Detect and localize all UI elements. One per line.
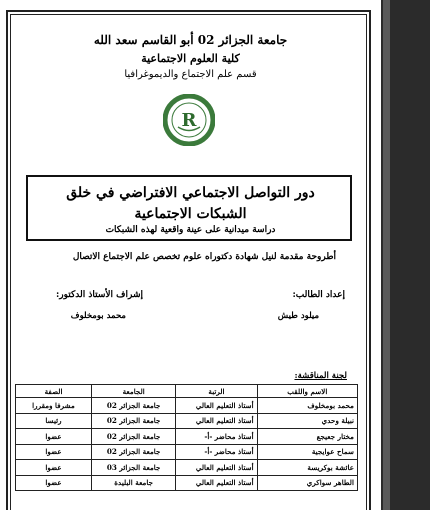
jury-name: الطاهر سواكري: [257, 475, 357, 491]
col-header-role: الصفة: [16, 385, 92, 398]
table-row: [16, 475, 358, 491]
university-name: جامعة الجزائر 02 أبو القاسم سعد الله: [93, 33, 288, 47]
jury-rank: أستاذ التعليم العالي: [176, 475, 257, 491]
jury-university: جامعة الجزائر 02: [92, 413, 176, 429]
student-label: إعداد الطالب:: [292, 290, 345, 300]
jury-role: رئيسا: [16, 413, 92, 429]
jury-university: جامعة الجزائر 02: [92, 444, 176, 460]
jury-rank: أستاذ التعليم العالي: [176, 398, 257, 414]
jury-name: عائشة بوكريسة: [257, 460, 357, 476]
table-row: [16, 429, 358, 445]
table-row: [16, 398, 358, 414]
thesis-statement: أطروحة مقدمة لنيل شهادة دكتوراه علوم تخصص علم الاجتماع الاتصال: [72, 252, 336, 262]
table-row: [16, 413, 358, 429]
jury-name: سماح عوايجية: [257, 444, 357, 460]
student-name: ميلود طيش: [277, 311, 319, 321]
jury-university: جامعة الجزائر 02: [92, 398, 176, 414]
jury-role: عضوا: [16, 460, 92, 476]
thesis-subtitle: دراسة ميدانية على عينة واقعية لهذه الشبكات: [105, 225, 276, 235]
jury-rank: أستاذ التعليم العالي: [176, 413, 257, 429]
jury-table: [15, 384, 358, 491]
thesis-title-line1: دور التواصل الاجتماعي الافتراضي في خلق: [66, 185, 315, 201]
jury-label: لجنة المناقشة:: [294, 371, 347, 381]
jury-university: جامعة البليدة: [92, 475, 176, 491]
table-row: [16, 444, 358, 460]
jury-header-row: [16, 385, 358, 398]
supervisor-label: إشراف الأستاذ الدكتور:: [55, 290, 143, 300]
jury-rank: أستاذ التعليم العالي: [176, 460, 257, 476]
jury-university: جامعة الجزائر 03: [92, 460, 176, 476]
seal-letter: R: [181, 110, 197, 131]
jury-role: عضوا: [16, 475, 92, 491]
col-header-university: الجامعة: [92, 385, 176, 398]
department-name: قسم علم الاجتماع والديموغرافيا: [124, 69, 257, 80]
jury-role: عضوا: [16, 429, 92, 445]
jury-university: جامعة الجزائر 02: [92, 429, 176, 445]
faculty-name: كلية العلوم الاجتماعية: [141, 52, 240, 65]
jury-role: عضوا: [16, 444, 92, 460]
col-header-name: الاسم واللقب: [257, 385, 357, 398]
jury-rank: أستاذ محاضر -أ-: [176, 429, 257, 445]
supervisor-name: محمد بومخلوف: [70, 311, 126, 321]
vertical-scrollbar[interactable]: [383, 0, 390, 510]
jury-name: مختار جعيجع: [257, 429, 357, 445]
col-header-rank: الرتبة: [176, 385, 257, 398]
jury-role: مشرفا ومقررا: [16, 398, 92, 414]
thesis-title-line2: الشبكات الاجتماعية: [134, 206, 247, 222]
jury-name: محمد بومخلوف: [257, 398, 357, 414]
university-seal-icon: [163, 94, 215, 146]
jury-name: نبيلة وحدي: [257, 413, 357, 429]
table-row: [16, 460, 358, 476]
jury-rank: أستاذ محاضر -أ-: [176, 444, 257, 460]
